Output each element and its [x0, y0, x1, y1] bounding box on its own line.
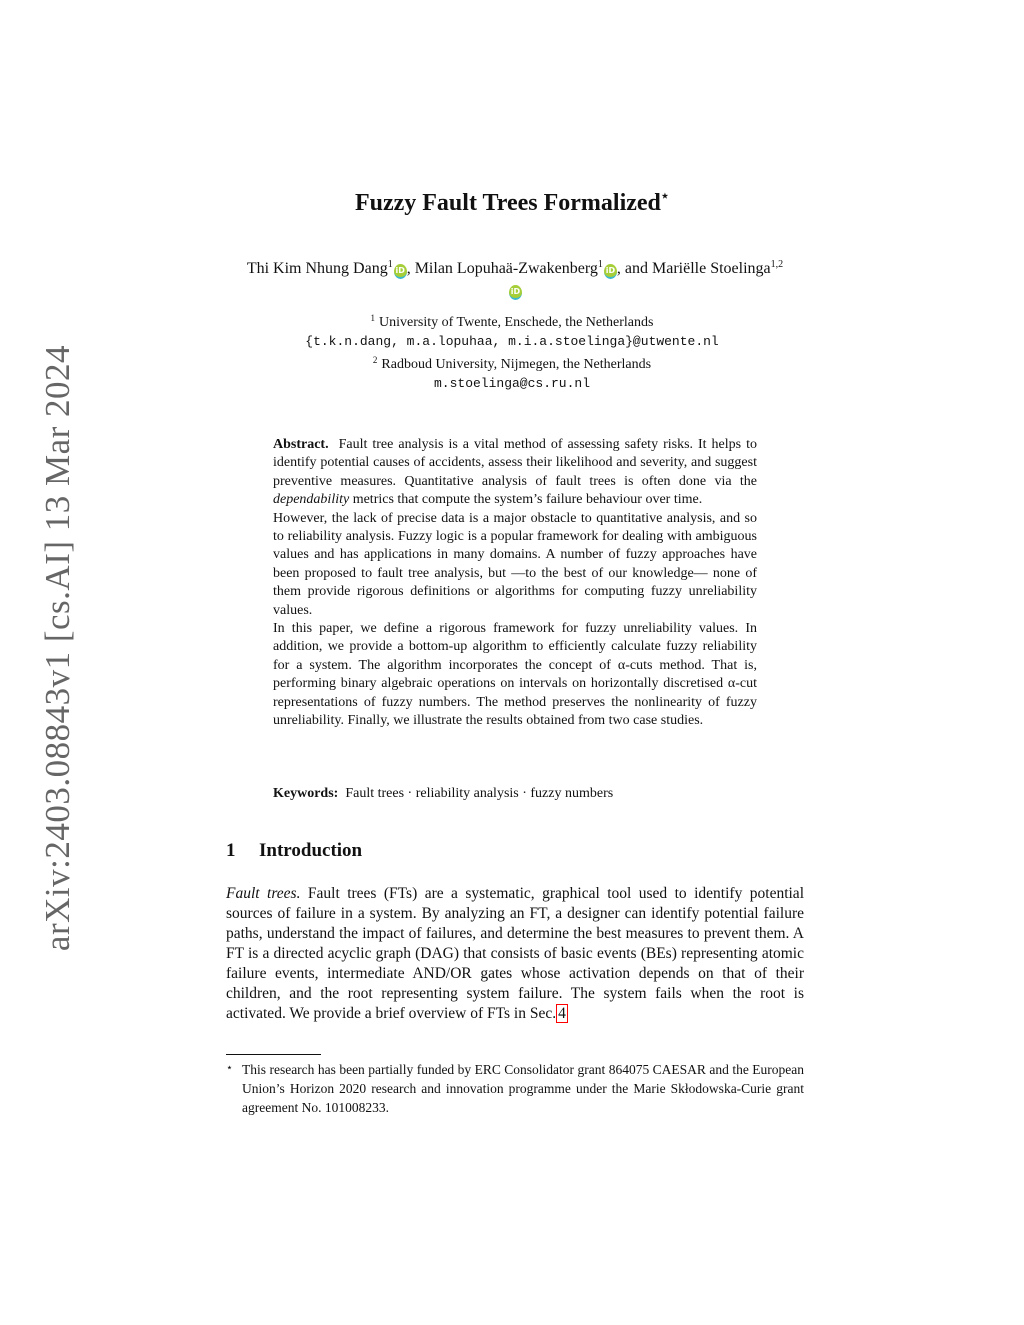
- abstract-paragraph: In this paper, we define a rigorous framework for fuzzy unreliability values. In addition, we provide a bottom-up algorithm to efficiently calculate fuzzy reliability for a system. The algorithm incorporates the concept of α-cuts method. That is, performing binary algebraic operations on intervals on horizontally discretised α-cut representations of fuzzy numbers. The method preserves the nonlinearity of fuzzy unreliability. Finally, we illustrate the results obtained from two case studies.: [273, 621, 757, 729]
- intro-paragraph: [226, 884, 804, 1024]
- affiliation-name: University of Twente, Enschede, the Netherlands: [379, 315, 654, 330]
- affiliation-email: m.stoelinga@cs.ru.nl: [433, 375, 591, 391]
- author-name: Thi Kim Nhung Dang: [246, 260, 388, 277]
- author-affil-sup: 1: [387, 259, 393, 270]
- keywords-text: Fault trees · reliability analysis · fuzzy numbers: [345, 786, 614, 801]
- abstract-emphasis: dependability: [273, 492, 350, 508]
- orcid-icon[interactable]: iD: [509, 285, 522, 300]
- author-affil-sup: 1,2: [770, 259, 784, 270]
- author-name: Mariëlle Stoelinga: [652, 260, 771, 277]
- author-affil-sup: 1: [597, 259, 603, 270]
- affiliations: [0, 309, 1024, 393]
- affiliation-line: [0, 309, 1024, 333]
- intro-lead: Fault trees.: [226, 885, 301, 902]
- author-separator: , and: [616, 260, 653, 277]
- abstract-label: Abstract.: [273, 437, 329, 452]
- author-separator: ,: [406, 260, 415, 277]
- paper-title: [0, 188, 1024, 217]
- affiliation-sup: 2: [372, 355, 378, 365]
- affiliation-line: [0, 351, 1024, 375]
- affiliation-sup: 1: [370, 313, 376, 323]
- section-heading: [226, 840, 362, 862]
- title-footnote-mark: ⋆: [660, 188, 670, 203]
- affiliation-name: Radboud University, Nijmegen, the Netherlands: [381, 357, 652, 372]
- keywords: [273, 786, 757, 802]
- abstract-paragraph: [273, 436, 757, 510]
- abstract-text: Fault tree analysis is a vital method of assessing safety risks. It helps to identify potential causes of accidents, assess their likelihood and severity, and suggest preventive measures. Quantitative analysis of fault trees is often done via the: [273, 437, 758, 489]
- abstract-text: metrics that compute the system’s failure behaviour over time.: [349, 492, 703, 508]
- author-list: [240, 254, 790, 300]
- footnote-rule: [226, 1054, 321, 1055]
- footnote-mark: ⋆: [226, 1062, 233, 1074]
- orcid-icon[interactable]: iD: [394, 264, 407, 279]
- title-text: Fuzzy Fault Trees Formalized: [354, 190, 661, 216]
- affiliation-email: {t.k.n.dang, m.a.lopuhaa, m.i.a.stoelinga}@utwente.nl: [305, 333, 719, 349]
- abstract-paragraph: However, the lack of precise data is a major obstacle to quantitative analysis, and so to reliability analysis. Fuzzy logic is a popular framework for dealing with ambiguous values and has applications in many domains. A number of fuzzy approaches have been proposed to fault tree analysis, but —to the best of our knowledge— none of them provide rigorous definitions or algorithms for computing fuzzy unreliability values.: [273, 510, 757, 618]
- intro-text: Fault trees (FTs) are a systematic, graphical tool used to identify potential sources of failure in a system. By analyzing an FT, a designer can identify potential failure paths, understand the impact of failures, and determine the best measures to prevent them. A FT is a directed acyclic graph (DAG) that consists of basic events (BEs) representing atomic failure events, intermediate AND/OR gates whose activation depends on that of their children, and the root representing system failure. The system fails when the root is activated. We provide a brief overview of FTs in Sec.: [226, 885, 804, 1022]
- orcid-icon[interactable]: iD: [604, 264, 617, 279]
- section-number: 1: [226, 840, 236, 861]
- abstract: [273, 436, 757, 731]
- section-reference-link[interactable]: 4: [558, 1005, 566, 1022]
- author-name: Milan Lopuhaä-Zwakenberg: [414, 260, 598, 277]
- footnote-text: This research has been partially funded by ERC Consolidator grant 864075 CAESAR and the European Union’s Horizon 2020 research and innovation programme under the Marie Skłodowska-Curie grant agreement No. 101008233.: [242, 1062, 804, 1115]
- keywords-label: Keywords:: [273, 786, 339, 801]
- arxiv-side-stamp: arXiv:2403.08843v1 [cs.AI] 13 Mar 2024: [38, 344, 77, 952]
- footnote: [226, 1059, 804, 1117]
- section-title: Introduction: [259, 840, 363, 861]
